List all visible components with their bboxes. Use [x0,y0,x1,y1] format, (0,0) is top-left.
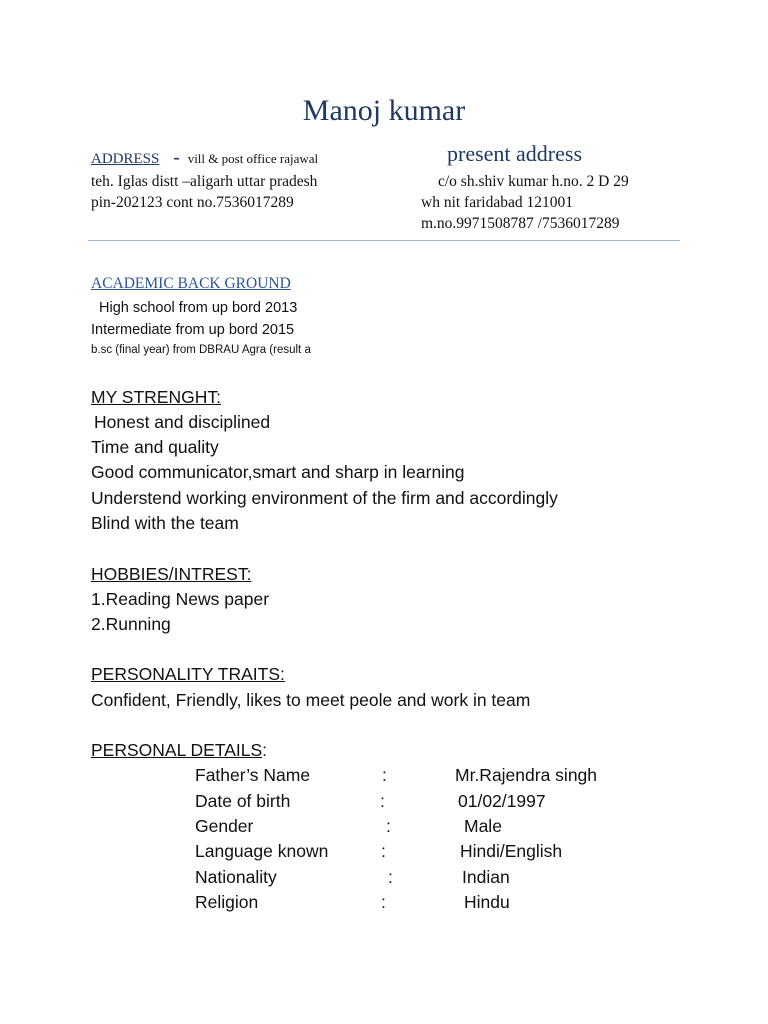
strength-item: Honest and disciplined [94,412,271,432]
present-address-heading: present address [447,141,583,166]
detail-value: Hindu [464,892,510,912]
detail-value: Hindi/English [460,841,563,861]
traits-heading: PERSONALITY TRAITS: [91,664,285,684]
detail-label: Date of birth [195,791,291,811]
detail-separator: : [388,867,393,887]
detail-label: Gender [195,816,254,836]
detail-separator: : [381,892,386,912]
present-address-line-2: wh nit faridabad 121001 [421,194,573,211]
strength-item: Good communicator,smart and sharp in learning [91,462,465,482]
detail-separator: : [380,791,385,811]
detail-value: Indian [462,867,510,887]
personal-heading-label: PERSONAL DETAILS [91,740,263,760]
detail-separator: : [386,816,391,836]
traits-text: Confident, Friendly, likes to meet peole and work in team [91,690,531,710]
detail-label: Father’s Name [195,765,311,785]
detail-label: Religion [195,892,259,912]
present-address-line-1: c/o sh.shiv kumar h.no. 2 D 29 [438,173,629,190]
detail-separator: : [381,841,386,861]
detail-value: 01/02/1997 [458,791,546,811]
detail-label: Nationality [195,867,277,887]
hobby-item: 1.Reading News paper [91,589,270,609]
address-dash: - [173,147,180,168]
academic-item: Intermediate from up bord 2015 [91,322,295,338]
personal-heading-colon: : [262,740,268,760]
personal-heading [91,740,267,761]
strength-item: Understend working environment of the firm and accordingly [91,488,558,508]
hobbies-heading: HOBBIES/INTREST: [91,564,252,584]
academic-heading: ACADEMIC BACK GROUND [91,275,291,292]
detail-label: Language known [195,841,329,861]
address-line-1 [91,147,318,169]
strength-item: Blind with the team [91,513,239,533]
address-line-3: pin-202123 cont no.7536017289 [91,194,294,211]
academic-item: High school from up bord 2013 [99,300,298,316]
header-divider [88,240,680,241]
detail-value: Mr.Rajendra singh [455,765,598,785]
strength-item: Time and quality [91,437,219,457]
address-line-2: teh. Iglas distt –aligarh uttar pradesh [91,173,318,190]
academic-item: b.sc (final year) from DBRAU Agra (result a [91,344,311,356]
detail-separator: : [382,765,387,785]
hobby-item: 2.Running [91,614,171,634]
resume-name: Manoj kumar [302,94,466,127]
address-village: vill & post office rajawal [187,151,319,166]
detail-value: Male [464,816,502,836]
address-label: ADDRESS [91,151,160,167]
present-address-line-3: m.no.9971508787 /7536017289 [421,215,620,232]
strengths-heading: MY STRENGHT: [91,387,221,407]
